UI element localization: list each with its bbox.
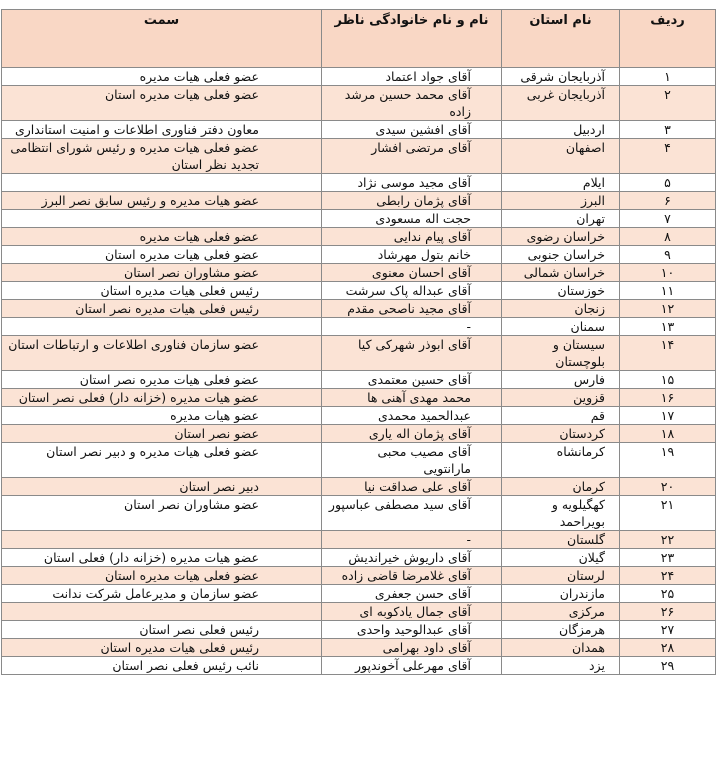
province-cell: فارس: [502, 371, 620, 389]
province-cell: هرمزگان: [502, 621, 620, 639]
position-cell: عضو سازمان فناوری اطلاعات و ارتباطات استان: [2, 336, 322, 371]
position-cell: [2, 210, 322, 228]
table-row: [2, 139, 716, 174]
observer-name-cell: آقای مصیب محبی مارانتویی: [322, 443, 502, 478]
table-row: [2, 68, 716, 86]
table-row: [2, 174, 716, 192]
table-row: [2, 567, 716, 585]
table-row: [2, 282, 716, 300]
table-row: [2, 478, 716, 496]
table-row: [2, 192, 716, 210]
row-number-cell: ۹: [620, 246, 716, 264]
province-cell: اصفهان: [502, 139, 620, 174]
province-cell: خوزستان: [502, 282, 620, 300]
observer-name-cell: خانم بتول مهرشاد: [322, 246, 502, 264]
row-number-cell: ۷: [620, 210, 716, 228]
position-cell: عضو فعلی هیات مدیره استان: [2, 246, 322, 264]
province-cell: گیلان: [502, 549, 620, 567]
observer-name-cell: آقای غلامرضا قاضی زاده: [322, 567, 502, 585]
province-cell: خراسان رضوی: [502, 228, 620, 246]
row-number-cell: ۱۱: [620, 282, 716, 300]
observer-name-cell: آقای سید مصطفی عباسپور: [322, 496, 502, 531]
position-cell: عضو فعلی هیات مدیره نصر استان: [2, 371, 322, 389]
position-cell: [2, 531, 322, 549]
table-row: [2, 210, 716, 228]
observer-name-cell: آقای افشین سیدی: [322, 121, 502, 139]
province-cell: تهران: [502, 210, 620, 228]
table-row: [2, 389, 716, 407]
position-cell: عضو هیات مدیره (خزانه دار) فعلی استان: [2, 549, 322, 567]
row-number-cell: ۵: [620, 174, 716, 192]
table-row: [2, 425, 716, 443]
position-cell: رئیس فعلی نصر استان: [2, 621, 322, 639]
position-cell: عضو فعلی هیات مدیره و رئیس شورای انتظامی تجدید نظر استان: [2, 139, 322, 174]
row-number-cell: ۴: [620, 139, 716, 174]
position-cell: عضو فعلی هیات مدیره: [2, 228, 322, 246]
observer-name-cell: آقای مجید موسی نژاد: [322, 174, 502, 192]
province-cell: آذربایجان شرقی: [502, 68, 620, 86]
table-row: [2, 531, 716, 549]
observer-name-cell: آقای حسن جعفری: [322, 585, 502, 603]
position-cell: عضو هیات مدیره: [2, 407, 322, 425]
row-number-cell: ۱۸: [620, 425, 716, 443]
header-province: نام استان: [502, 10, 620, 68]
observer-name-cell: آقای پیام ندایی: [322, 228, 502, 246]
province-cell: گلستان: [502, 531, 620, 549]
observer-name-cell: آقای پژمان رابطی: [322, 192, 502, 210]
position-cell: دبیر نصر استان: [2, 478, 322, 496]
table-row: [2, 318, 716, 336]
province-cell: اردبیل: [502, 121, 620, 139]
table-row: [2, 621, 716, 639]
row-number-cell: ۸: [620, 228, 716, 246]
table-row: [2, 496, 716, 531]
table-row: [2, 407, 716, 425]
observer-name-cell: آقای مرتضی افشار: [322, 139, 502, 174]
observer-name-cell: آقای عبداله پاک سرشت: [322, 282, 502, 300]
observer-name-cell: آقای علی صداقت نیا: [322, 478, 502, 496]
row-number-cell: ۲۹: [620, 657, 716, 675]
table-row: [2, 657, 716, 675]
position-cell: [2, 318, 322, 336]
position-cell: رئیس فعلی هیات مدیره نصر استان: [2, 300, 322, 318]
province-cell: کرمان: [502, 478, 620, 496]
table-row: [2, 371, 716, 389]
position-cell: عضو فعلی هیات مدیره استان: [2, 567, 322, 585]
observer-name-cell: آقای عبدالوحید واحدی: [322, 621, 502, 639]
row-number-cell: ۱۴: [620, 336, 716, 371]
position-cell: معاون دفتر فناوری اطلاعات و امنیت استانداری: [2, 121, 322, 139]
position-cell: [2, 603, 322, 621]
observer-name-cell: آقای جواد اعتماد: [322, 68, 502, 86]
position-cell: عضو مشاوران نصر استان: [2, 496, 322, 531]
province-cell: کرمانشاه: [502, 443, 620, 478]
position-cell: عضو نصر استان: [2, 425, 322, 443]
province-cell: سیستان و بلوچستان: [502, 336, 620, 371]
province-cell: قم: [502, 407, 620, 425]
province-cell: یزد: [502, 657, 620, 675]
province-cell: زنجان: [502, 300, 620, 318]
position-cell: عضو مشاوران نصر استان: [2, 264, 322, 282]
row-number-cell: ۲: [620, 86, 716, 121]
table-row: [2, 336, 716, 371]
row-number-cell: ۶: [620, 192, 716, 210]
row-number-cell: ۱۷: [620, 407, 716, 425]
row-number-cell: ۱۵: [620, 371, 716, 389]
table-row: [2, 585, 716, 603]
province-cell: قزوین: [502, 389, 620, 407]
observer-name-cell: حجت اله مسعودی: [322, 210, 502, 228]
row-number-cell: ۲۵: [620, 585, 716, 603]
position-cell: عضو فعلی هیات مدیره: [2, 68, 322, 86]
observer-name-cell: آقای داریوش خیراندیش: [322, 549, 502, 567]
observer-name-cell: آقای داود بهرامی: [322, 639, 502, 657]
row-number-cell: ۲۸: [620, 639, 716, 657]
row-number-cell: ۳: [620, 121, 716, 139]
observer-name-cell: آقای حسین معتمدی: [322, 371, 502, 389]
observer-name-cell: آقای مجید ناصحی مقدم: [322, 300, 502, 318]
row-number-cell: ۲۶: [620, 603, 716, 621]
header-row: [2, 10, 716, 68]
province-cell: ایلام: [502, 174, 620, 192]
province-cell: همدان: [502, 639, 620, 657]
observer-name-cell: آقای احسان معنوی: [322, 264, 502, 282]
position-cell: رئیس فعلی هیات مدیره استان: [2, 282, 322, 300]
table-row: [2, 246, 716, 264]
position-cell: [2, 174, 322, 192]
table-row: [2, 549, 716, 567]
position-cell: عضو سازمان و مدیرعامل شرکت ندانت: [2, 585, 322, 603]
row-number-cell: ۱۲: [620, 300, 716, 318]
province-cell: خراسان جنوبی: [502, 246, 620, 264]
observer-name-cell: آقای پژمان اله یاری: [322, 425, 502, 443]
row-number-cell: ۱۶: [620, 389, 716, 407]
table-row: [2, 300, 716, 318]
province-cell: لرستان: [502, 567, 620, 585]
row-number-cell: ۲۷: [620, 621, 716, 639]
observer-name-cell: محمد مهدی آهنی ها: [322, 389, 502, 407]
row-number-cell: ۱: [620, 68, 716, 86]
table-row: [2, 86, 716, 121]
province-cell: مرکزی: [502, 603, 620, 621]
table-row: [2, 121, 716, 139]
header-position: سمت: [2, 10, 322, 68]
header-observer-name: نام و نام خانوادگی ناظر: [322, 10, 502, 68]
row-number-cell: ۲۰: [620, 478, 716, 496]
observer-name-cell: عبدالحمید محمدی: [322, 407, 502, 425]
observer-name-cell: آقای جمال یادکوبه ای: [322, 603, 502, 621]
position-cell: عضو هیات مدیره و رئیس سابق نصر البرز: [2, 192, 322, 210]
table-row: [2, 639, 716, 657]
table-container: [1, 9, 715, 675]
province-cell: مازندران: [502, 585, 620, 603]
position-cell: عضو فعلی هیات مدیره و دبیر نصر استان: [2, 443, 322, 478]
position-cell: عضو فعلی هیات مدیره استان: [2, 86, 322, 121]
position-cell: رئیس فعلی هیات مدیره استان: [2, 639, 322, 657]
row-number-cell: ۲۲: [620, 531, 716, 549]
province-cell: آذربایجان غربی: [502, 86, 620, 121]
position-cell: نائب رئیس فعلی نصر استان: [2, 657, 322, 675]
province-cell: سمنان: [502, 318, 620, 336]
observers-table: [1, 9, 716, 675]
row-number-cell: ۱۹: [620, 443, 716, 478]
row-number-cell: ۱۰: [620, 264, 716, 282]
province-cell: کهگیلویه و بویراحمد: [502, 496, 620, 531]
province-cell: خراسان شمالی: [502, 264, 620, 282]
table-body: [2, 68, 716, 675]
observer-name-cell: -: [322, 531, 502, 549]
row-number-cell: ۲۱: [620, 496, 716, 531]
province-cell: البرز: [502, 192, 620, 210]
observer-name-cell: -: [322, 318, 502, 336]
observer-name-cell: آقای محمد حسین مرشد زاده: [322, 86, 502, 121]
row-number-cell: ۲۳: [620, 549, 716, 567]
observer-name-cell: آقای ابوذر شهرکی کیا: [322, 336, 502, 371]
table-row: [2, 443, 716, 478]
observer-name-cell: آقای مهرعلی آخوندپور: [322, 657, 502, 675]
header-row-number: ردیف: [620, 10, 716, 68]
table-row: [2, 228, 716, 246]
row-number-cell: ۲۴: [620, 567, 716, 585]
table-row: [2, 264, 716, 282]
position-cell: عضو هیات مدیره (خزانه دار) فعلی نصر استان: [2, 389, 322, 407]
table-row: [2, 603, 716, 621]
row-number-cell: ۱۳: [620, 318, 716, 336]
province-cell: کردستان: [502, 425, 620, 443]
